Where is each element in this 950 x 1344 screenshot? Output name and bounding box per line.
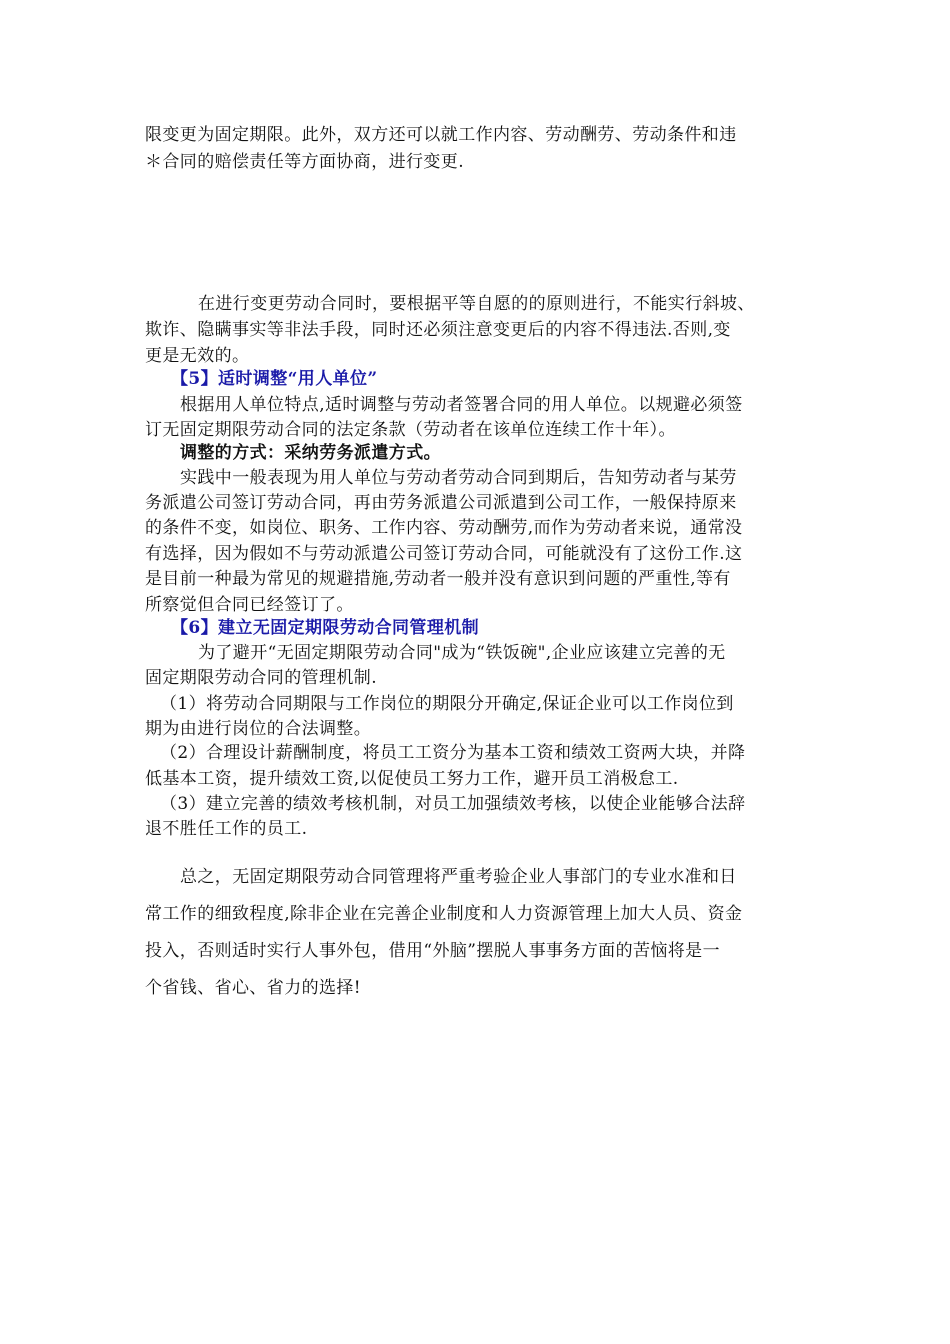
section-6-item-line: 退不胜任工作的员工. <box>145 819 308 839</box>
section-5-body-line: 根据用人单位特点,适时调整与劳动者签署合同的用人单位。以规避必须签 <box>180 395 743 415</box>
section-5-practice-line: 的条件不变，如岗位、职务、工作内容、劳动酬劳,而作为劳动者来说，通常没 <box>145 518 743 538</box>
section-5-practice-line: 所察觉但合同已经签订了。 <box>145 595 354 615</box>
section-5-practice-line: 务派遣公司签订劳动合同，再由劳务派遣公司派遣到公司工作，一般保持原来 <box>145 493 737 513</box>
conclusion-line: 投入，否则适时实行人事外包，借用“外脑”摆脱人事事务方面的苦恼将是一 <box>145 941 720 961</box>
section-5-practice-line: 实践中一般表现为用人单位与劳动者劳动合同到期后，告知劳动者与某劳 <box>180 468 737 488</box>
section-6-heading: 【6】建立无固定期限劳动合同管理机制 <box>171 618 480 638</box>
conclusion-line: 常工作的细致程度,除非企业在完善企业制度和人力资源管理上加大人员、资金 <box>145 904 743 924</box>
section-6-item-line: （3）建立完善的绩效考核机制，对员工加强绩效考核，以使企业能够合法辞 <box>160 794 746 814</box>
section-5-practice-line: 有选择，因为假如不与劳动派遣公司签订劳动合同，可能就没有了这份工作.这 <box>145 544 743 564</box>
section-5-body-line: 订无固定期限劳动合同的法定条款（劳动者在该单位连续工作十年）。 <box>145 420 676 440</box>
section-6-item-line: 期为由进行岗位的合法调整。 <box>145 719 372 739</box>
section-6-intro-line: 为了避开“无固定期限劳动合同"成为“铁饭碗",企业应该建立完善的无 <box>198 643 726 663</box>
principle-paragraph-line: 欺诈、隐瞒事实等非法手段，同时还必须注意变更后的内容不得违法.否则,变 <box>145 320 731 340</box>
principle-paragraph-line: 更是无效的。 <box>145 346 250 366</box>
section-6-item-line: （1）将劳动合同期限与工作岗位的期限分开确定,保证企业可以工作岗位到 <box>160 694 734 714</box>
principle-paragraph-line: 在进行变更劳动合同时，要根据平等自愿的的原则进行，不能实行斜坡、 <box>198 294 755 314</box>
conclusion-line: 个省钱、省心、省力的选择! <box>145 978 362 998</box>
section-5-method-title: 调整的方式：采纳劳务派遣方式。 <box>180 443 441 463</box>
section-5-heading: 【5】适时调整“用人单位” <box>171 369 378 389</box>
section-6-item-line: （2）合理设计薪酬制度，将员工工资分为基本工资和绩效工资两大块，并降 <box>160 743 746 763</box>
section-6-intro-line: 固定期限劳动合同的管理机制. <box>145 668 378 688</box>
section-5-practice-line: 是目前一种最为常见的规避措施,劳动者一般并没有意识到问题的严重性,等有 <box>145 569 731 589</box>
section-6-item-line: 低基本工资，提升绩效工资,以促使员工努力工作，避开员工消极怠工. <box>145 769 679 789</box>
conclusion-line: 总之，无固定期限劳动合同管理将严重考验企业人事部门的专业水准和日 <box>180 867 737 887</box>
paragraph-fragment-line: ＊合同的赔偿责任等方面协商，进行变更. <box>145 152 465 172</box>
paragraph-fragment-line: 限变更为固定期限。此外，双方还可以就工作内容、劳动酬劳、劳动条件和违 <box>145 125 737 145</box>
